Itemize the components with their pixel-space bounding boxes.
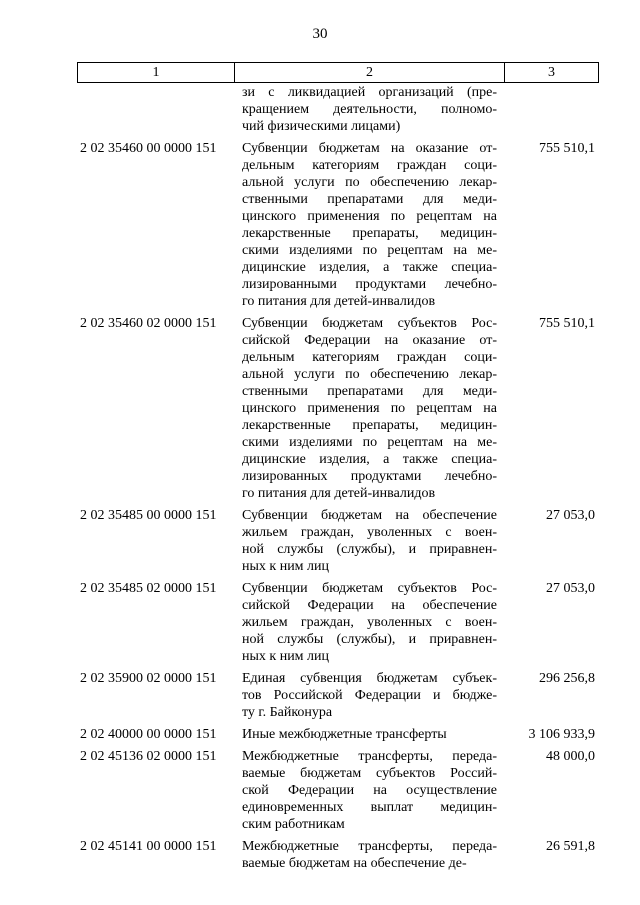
description-line: скими изделиями по рецептам на ме- xyxy=(242,243,497,258)
description xyxy=(242,507,497,575)
description-line: ных к ним лиц xyxy=(242,649,330,664)
description-line: ваемые бюджетам субъектов Россий- xyxy=(242,766,497,781)
description-line: дицинские изделия, а также специа- xyxy=(242,452,497,467)
amount: 755 510,1 xyxy=(539,316,595,331)
header-col-3: 3 xyxy=(548,65,555,80)
description xyxy=(242,140,497,310)
description xyxy=(242,315,497,502)
description xyxy=(242,726,497,743)
amount xyxy=(497,84,599,135)
description-line: тов Российской Федерации и бюдже- xyxy=(242,688,497,703)
description-line: лизированными продуктами лечебно- xyxy=(242,277,497,292)
page-number: 30 xyxy=(312,26,328,42)
table-row xyxy=(77,315,599,502)
description-line: цинского применения по рецептам на xyxy=(242,209,497,224)
description-line: лекарственные препараты, медицин- xyxy=(242,226,497,241)
description-line: ных к ним лиц xyxy=(242,559,330,574)
amount: 27 053,0 xyxy=(546,508,595,523)
description xyxy=(242,670,497,721)
budget-code: 2 02 45141 00 0000 151 xyxy=(80,839,217,854)
header-col-2: 2 xyxy=(235,63,505,82)
table-row xyxy=(77,748,599,833)
table-row xyxy=(77,580,599,665)
description-line: скими изделиями по рецептам на ме- xyxy=(242,435,497,450)
amount: 3 106 933,9 xyxy=(528,727,595,742)
description-line: лекарственные препараты, медицин- xyxy=(242,418,497,433)
description-line: ским работникам xyxy=(242,817,345,832)
budget-code: 2 02 40000 00 0000 151 xyxy=(80,727,217,742)
description-line: Субвенции бюджетам на оказание от- xyxy=(242,141,497,156)
description-line: альной услуги по обеспечению лекар- xyxy=(242,367,497,382)
description-line: Субвенции бюджетам на обеспечение xyxy=(242,508,497,523)
description-line: ственными препаратами для меди- xyxy=(242,384,497,399)
description-line: ской Федерации на осуществление xyxy=(242,783,497,798)
description-line: го питания для детей-инвалидов xyxy=(242,294,436,309)
table-row xyxy=(77,140,599,310)
table-row xyxy=(77,507,599,575)
header-col-1: 1 xyxy=(78,63,235,82)
budget-code: 2 02 35900 02 0000 151 xyxy=(80,671,217,686)
budget-code: 2 02 35485 02 0000 151 xyxy=(80,581,217,596)
description-line: Субвенции бюджетам субъектов Рос- xyxy=(242,581,497,596)
table-row xyxy=(77,838,599,872)
description-line: чий физическими лицами) xyxy=(242,119,401,134)
budget-code: 2 02 35460 02 0000 151 xyxy=(80,316,217,331)
description-line: жильем граждан, уволенных с воен- xyxy=(242,615,497,630)
description-line: сийской Федерации на обеспечение xyxy=(242,598,497,613)
budget-code: 2 02 35460 00 0000 151 xyxy=(80,141,217,156)
description-line: дельным категориям граждан соци- xyxy=(242,158,497,173)
budget-code xyxy=(77,84,234,135)
description-line: альной услуги по обеспечению лекар- xyxy=(242,175,497,190)
budget-code: 2 02 45136 02 0000 151 xyxy=(80,749,217,764)
table-header xyxy=(77,62,599,83)
description-line: Субвенции бюджетам субъектов Рос- xyxy=(242,316,497,331)
description-line: го питания для детей-инвалидов xyxy=(242,486,436,501)
table-row xyxy=(77,84,599,135)
description-line: Межбюджетные трансферты, переда- xyxy=(242,749,497,764)
description-line: ной службы (службы), и приравнен- xyxy=(242,632,497,647)
amount: 296 256,8 xyxy=(539,671,595,686)
description-line: жильем граждан, уволенных с воен- xyxy=(242,525,497,540)
description-line: Иные межбюджетные трансферты xyxy=(242,727,447,742)
table-row xyxy=(77,726,599,743)
amount: 755 510,1 xyxy=(539,141,595,156)
budget-code: 2 02 35485 00 0000 151 xyxy=(80,508,217,523)
description-line: дицинские изделия, а также специа- xyxy=(242,260,497,275)
description xyxy=(242,580,497,665)
description-line: лизированных продуктами лечебно- xyxy=(242,469,497,484)
description-line: ственными препаратами для меди- xyxy=(242,192,497,207)
amount: 27 053,0 xyxy=(546,581,595,596)
description-line: ваемые бюджетам на обеспечение де- xyxy=(242,856,467,871)
description-line: сийской Федерации на оказание от- xyxy=(242,333,497,348)
description-line: дельным категориям граждан соци- xyxy=(242,350,497,365)
description-line: единовременных выплат медицин- xyxy=(242,800,497,815)
table-body xyxy=(77,84,599,877)
description-line: цинского применения по рецептам на xyxy=(242,401,497,416)
description xyxy=(242,84,497,135)
description-line: Межбюджетные трансферты, переда- xyxy=(242,839,497,854)
description xyxy=(242,838,497,872)
amount: 26 591,8 xyxy=(546,839,595,854)
description xyxy=(242,748,497,833)
amount: 48 000,0 xyxy=(546,749,595,764)
description-line: кращением деятельности, полномо- xyxy=(242,102,497,117)
description-line: ту г. Байконура xyxy=(242,705,333,720)
table-row xyxy=(77,670,599,721)
description-line: Единая субвенция бюджетам субъек- xyxy=(242,671,497,686)
description-line: ной службы (службы), и приравнен- xyxy=(242,542,497,557)
description-line: зи с ликвидацией организаций (пре- xyxy=(242,85,497,100)
